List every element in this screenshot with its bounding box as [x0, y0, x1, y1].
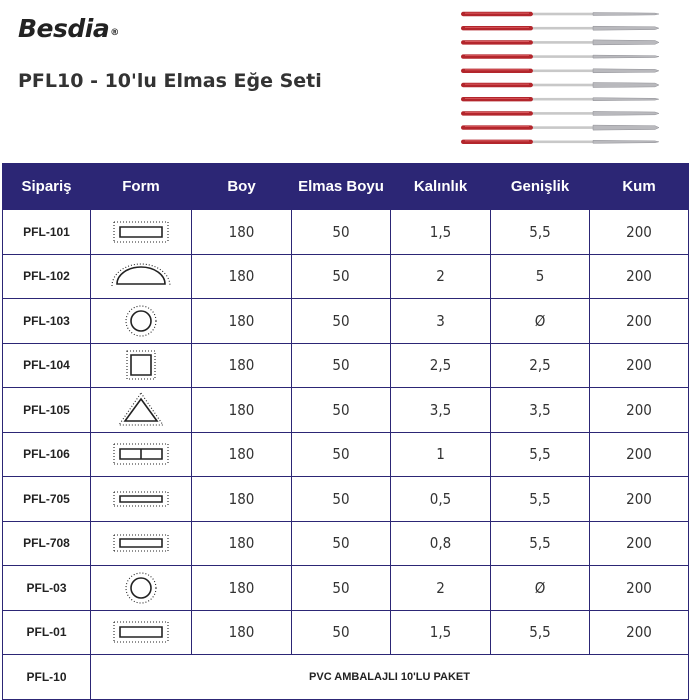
elmas-boyu-value: 50: [292, 299, 391, 344]
order-code: PFL-705: [3, 477, 91, 522]
order-code: PFL-708: [3, 521, 91, 566]
kum-value: 200: [590, 477, 689, 522]
footer-row: [3, 655, 689, 700]
order-code: PFL-104: [3, 343, 91, 388]
kum-value: 200: [590, 388, 689, 433]
form-shape: [91, 566, 192, 611]
footer-code: PFL-10: [3, 655, 91, 700]
table-row: [3, 254, 689, 299]
header-elmas-boyu: Elmas Boyu: [292, 164, 391, 210]
form-shape: [91, 388, 192, 433]
genislik-value: 3,5: [491, 388, 590, 433]
elmas-boyu-value: 50: [292, 566, 391, 611]
genislik-value: 5: [491, 254, 590, 299]
header-genislik: Genişlik: [491, 164, 590, 210]
genislik-value: 2,5: [491, 343, 590, 388]
table-row: [3, 210, 689, 255]
elmas-boyu-value: 50: [292, 477, 391, 522]
form-thin-rect-icon: [108, 481, 174, 517]
header-row: [3, 164, 689, 210]
elmas-boyu-value: 50: [292, 388, 391, 433]
genislik-value: 5,5: [491, 210, 590, 255]
form-rect-icon: [108, 214, 174, 250]
product-photo: [455, 6, 665, 158]
boy-value: 180: [192, 299, 292, 344]
kum-value: 200: [590, 343, 689, 388]
table-row: [3, 343, 689, 388]
order-code: PFL-105: [3, 388, 91, 433]
brand-name: Besdia: [18, 14, 110, 43]
table-row: [3, 610, 689, 655]
table-row: [3, 299, 689, 344]
kum-value: 200: [590, 610, 689, 655]
kalinlik-value: 2,5: [391, 343, 491, 388]
form-split-rect-icon: [108, 436, 174, 472]
kalinlik-value: 1,5: [391, 210, 491, 255]
table-row: [3, 521, 689, 566]
file-item: [461, 69, 659, 73]
elmas-boyu-value: 50: [292, 521, 391, 566]
kum-value: 200: [590, 566, 689, 611]
table-row: [3, 566, 689, 611]
file-item: [461, 83, 659, 88]
table-row: [3, 388, 689, 433]
genislik-value: 5,5: [491, 610, 590, 655]
kalinlik-value: 2: [391, 254, 491, 299]
kalinlik-value: 0,5: [391, 477, 491, 522]
form-half-round-icon: [108, 258, 174, 294]
genislik-value: 5,5: [491, 432, 590, 477]
file-item: [461, 54, 659, 58]
kalinlik-value: 3: [391, 299, 491, 344]
kum-value: 200: [590, 432, 689, 477]
boy-value: 180: [192, 254, 292, 299]
elmas-boyu-value: 50: [292, 254, 391, 299]
footer-note: PVC AMBALAJLI 10'LU PAKET: [91, 655, 689, 700]
brand-logo: [18, 14, 119, 43]
genislik-value: 5,5: [491, 477, 590, 522]
boy-value: 180: [192, 521, 292, 566]
boy-value: 180: [192, 610, 292, 655]
form-rect-icon: [108, 614, 174, 650]
file-item: [461, 26, 659, 30]
order-code: PFL-01: [3, 610, 91, 655]
form-shape: [91, 210, 192, 255]
table-row: [3, 477, 689, 522]
order-code: PFL-102: [3, 254, 91, 299]
elmas-boyu-value: 50: [292, 610, 391, 655]
file-item: [461, 97, 659, 101]
elmas-boyu-value: 50: [292, 432, 391, 477]
form-square-icon: [108, 347, 174, 383]
file-item: [461, 125, 659, 130]
file-item: [461, 111, 659, 115]
kalinlik-value: 1: [391, 432, 491, 477]
form-shape: [91, 477, 192, 522]
order-code: PFL-106: [3, 432, 91, 477]
elmas-boyu-value: 50: [292, 210, 391, 255]
page-title: PFL10 - 10'lu Elmas Eğe Seti: [18, 70, 322, 92]
order-code: PFL-103: [3, 299, 91, 344]
file-item: [461, 40, 659, 45]
form-shape: [91, 432, 192, 477]
kum-value: 200: [590, 299, 689, 344]
kalinlik-value: 0,8: [391, 521, 491, 566]
boy-value: 180: [192, 477, 292, 522]
kum-value: 200: [590, 521, 689, 566]
elmas-boyu-value: 50: [292, 343, 391, 388]
genislik-value: 5,5: [491, 521, 590, 566]
kalinlik-value: 3,5: [391, 388, 491, 433]
form-shape: [91, 254, 192, 299]
header-kalinlik: Kalınlık: [391, 164, 491, 210]
header-siparis: Sipariş: [3, 164, 91, 210]
file-item: [461, 140, 659, 144]
form-shape: [91, 610, 192, 655]
form-circle-icon: [108, 570, 174, 606]
kum-value: 200: [590, 254, 689, 299]
header-boy: Boy: [192, 164, 292, 210]
order-code: PFL-03: [3, 566, 91, 611]
header-form: Form: [91, 164, 192, 210]
form-circle-icon: [108, 303, 174, 339]
genislik-value: Ø: [491, 566, 590, 611]
spec-table: [2, 163, 689, 700]
form-shape: [91, 343, 192, 388]
registered-mark: ®: [110, 28, 119, 38]
boy-value: 180: [192, 343, 292, 388]
boy-value: 180: [192, 210, 292, 255]
form-shape: [91, 521, 192, 566]
form-shape: [91, 299, 192, 344]
order-code: PFL-101: [3, 210, 91, 255]
form-triangle-icon: [108, 392, 174, 428]
genislik-value: Ø: [491, 299, 590, 344]
boy-value: 180: [192, 566, 292, 611]
file-item: [461, 12, 659, 16]
form-rect-flat-icon: [108, 525, 174, 561]
table-row: [3, 432, 689, 477]
kum-value: 200: [590, 210, 689, 255]
boy-value: 180: [192, 432, 292, 477]
header-kum: Kum: [590, 164, 689, 210]
boy-value: 180: [192, 388, 292, 433]
kalinlik-value: 2: [391, 566, 491, 611]
kalinlik-value: 1,5: [391, 610, 491, 655]
